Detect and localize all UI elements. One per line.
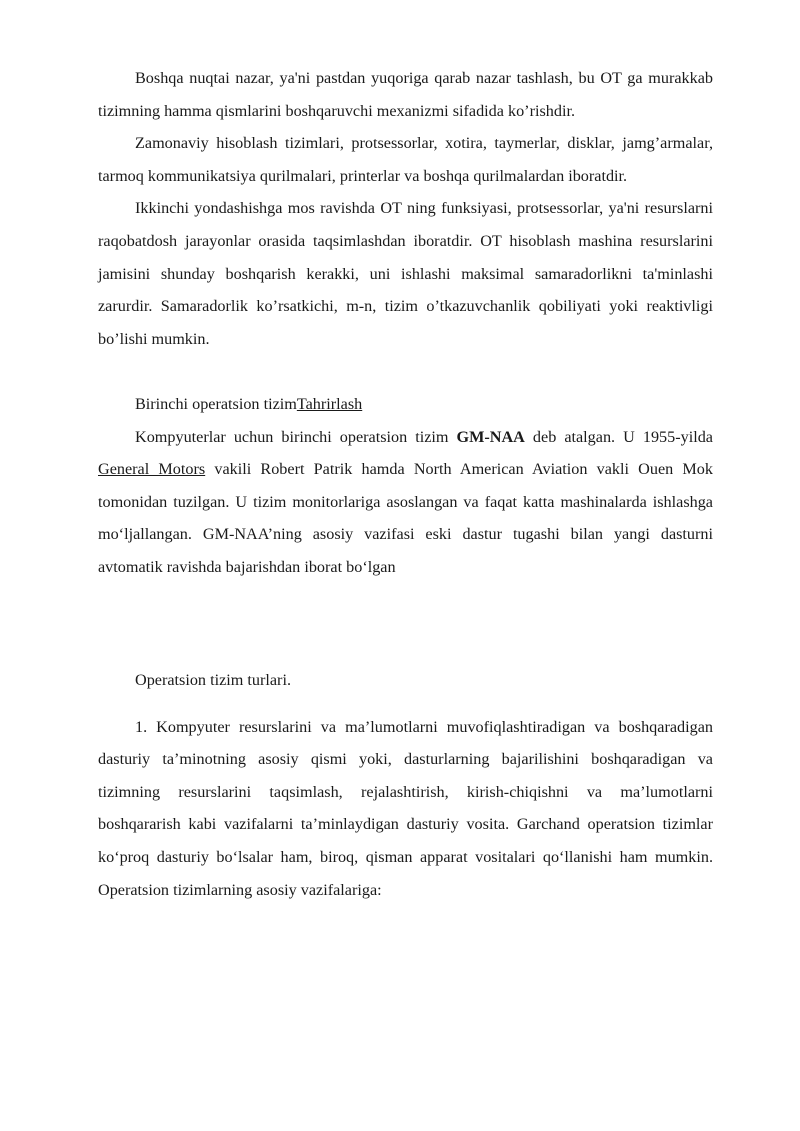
section-heading-os-types: Operatsion tizim turlari.: [135, 671, 291, 690]
document-page: [98, 62, 713, 906]
paragraph-4-text-2: deb atalgan. U 1955-yilda: [524, 427, 713, 446]
section-heading-text: Birinchi operatsion tizim: [135, 394, 297, 413]
edit-link[interactable]: Tahrirlash: [296, 394, 363, 413]
spacer: [98, 355, 713, 388]
paragraph-4: [98, 421, 713, 584]
os-name-bold: GM-NAA: [456, 427, 525, 446]
spacer: [98, 584, 713, 632]
paragraph-4-text-3: vakili Robert Patrik hamda North American Aviation vakli Ouen Mok tomonidan tuzilgan. U tizim monitorlariga asoslangan va faqat katta mashinalarda ishlashga mo‘ljallangan. GM-NAA’ning asosiy vazifasi eski dastur tugashi bilan yangi dasturni avtomatik ravishda bajarishdan iborat bo‘lgan: [98, 460, 713, 576]
paragraph-3: Ikkinchi yondashishga mos ravishda OT ning funksiyasi, protsessorlar, ya'ni resurslarni raqobatdosh jarayonlar orasida taqsimlashdan iboratdir. OT hisoblash mashina resurslarini jamisini shunday boshqarish kerakki, uni ishlashi maksimal samaradorlikni ta'minlashi zarurdir. Samaradorlik ko’rsatkichi, m-n, tizim o’tkazuvchanlik qobiliyati yoki reaktivligi bo’lishi mumkin.: [98, 199, 713, 348]
spacer: [98, 632, 713, 665]
paragraph-4-text-1: Kompyuterlar uchun birinchi operatsion tizim: [135, 427, 457, 446]
paragraph-2: Zamonaviy hisoblash tizimlari, protsessorlar, xotira, taymerlar, disklar, jamg’armalar, tarmoq kommunikatsiya qurilmalari, printerlar va boshqa qurilmalardan iboratdir.: [98, 134, 713, 185]
paragraph-5: 1. Kompyuter resurslarini va ma’lumotlarni muvofiqlashtiradigan va boshqaradigan dasturiy ta’minotning asosiy qismi yoki, dasturlarning bajarilishini boshqaradigan va tizimning resurslarini taqsimlash, rejalashtirish, kirish-chiqishni va ma’lumotlarni boshqararish kabi vazifalarni ta’minlaydigan dasturiy vosita. Garchand operatsion tizimlar ko‘proq dasturiy bo‘lsalar ham, biroq, qisman apparat vositalari qo‘llanishi ham mumkin. Operatsion tizimlarning asosiy vazifalariga:: [98, 717, 713, 899]
paragraph-1: Boshqa nuqtai nazar, ya'ni pastdan yuqoriga qarab nazar tashlash, bu OT ga murakkab tizimning hamma qismlarini boshqaruvchi mexanizmi sifadida ko’rishdir.: [98, 69, 713, 120]
section-heading-first-os: [98, 388, 713, 421]
spacer: [98, 697, 713, 711]
general-motors-link[interactable]: General Motors: [98, 460, 206, 479]
